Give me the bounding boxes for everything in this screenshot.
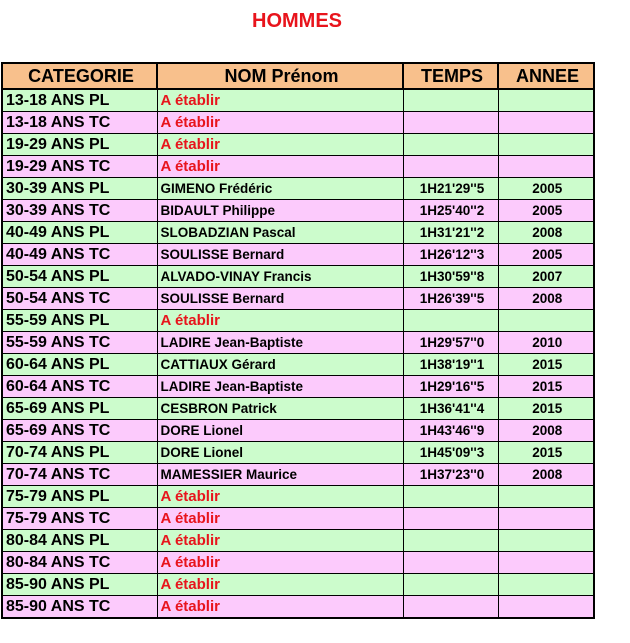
time-cell: 1H25'40''2 — [403, 200, 498, 222]
time-cell — [403, 89, 498, 112]
table-row — [2, 288, 594, 310]
year-cell — [498, 112, 594, 134]
time-cell: 1H31'21''2 — [403, 222, 498, 244]
table-row — [2, 89, 594, 112]
time-cell: 1H37'23''0 — [403, 464, 498, 486]
table-row — [2, 244, 594, 266]
year-cell — [498, 530, 594, 552]
table-row — [2, 420, 594, 442]
year-cell: 2008 — [498, 420, 594, 442]
category-cell: 75-79 ANS PL — [2, 486, 157, 508]
category-cell: 13-18 ANS PL — [2, 89, 157, 112]
category-cell: 55-59 ANS TC — [2, 332, 157, 354]
time-cell: 1H43'46''9 — [403, 420, 498, 442]
name-cell: A établir — [157, 596, 403, 619]
name-cell: ALVADO-VINAY Francis — [157, 266, 403, 288]
name-cell: LADIRE Jean-Baptiste — [157, 376, 403, 398]
time-cell: 1H26'39''5 — [403, 288, 498, 310]
name-cell: A établir — [157, 486, 403, 508]
table-row — [2, 398, 594, 420]
time-cell — [403, 112, 498, 134]
category-cell: 85-90 ANS TC — [2, 596, 157, 619]
name-cell: A établir — [157, 156, 403, 178]
table-row — [2, 112, 594, 134]
name-cell: A établir — [157, 134, 403, 156]
table-row — [2, 156, 594, 178]
name-cell: MAMESSIER Maurice — [157, 464, 403, 486]
category-cell: 13-18 ANS TC — [2, 112, 157, 134]
category-cell: 60-64 ANS PL — [2, 354, 157, 376]
name-cell: GIMENO Frédéric — [157, 178, 403, 200]
table-row — [2, 530, 594, 552]
year-cell — [498, 156, 594, 178]
time-cell — [403, 486, 498, 508]
time-cell: 1H21'29''5 — [403, 178, 498, 200]
table-row — [2, 376, 594, 398]
table-row — [2, 266, 594, 288]
name-cell: A établir — [157, 112, 403, 134]
year-cell: 2010 — [498, 332, 594, 354]
time-cell: 1H45'09''3 — [403, 442, 498, 464]
name-cell: A établir — [157, 89, 403, 112]
category-cell: 55-59 ANS PL — [2, 310, 157, 332]
year-cell: 2015 — [498, 354, 594, 376]
year-cell: 2008 — [498, 464, 594, 486]
category-cell: 19-29 ANS PL — [2, 134, 157, 156]
name-cell: A établir — [157, 552, 403, 574]
category-cell: 19-29 ANS TC — [2, 156, 157, 178]
name-cell: SOULISSE Bernard — [157, 244, 403, 266]
category-cell: 75-79 ANS TC — [2, 508, 157, 530]
name-cell: A établir — [157, 574, 403, 596]
year-cell: 2008 — [498, 222, 594, 244]
table-row — [2, 134, 594, 156]
name-cell: A établir — [157, 530, 403, 552]
table-row — [2, 178, 594, 200]
time-cell — [403, 530, 498, 552]
header-annee: ANNEE — [498, 63, 594, 89]
time-cell — [403, 596, 498, 619]
records-table — [1, 62, 595, 619]
category-cell: 80-84 ANS PL — [2, 530, 157, 552]
time-cell: 1H26'12''3 — [403, 244, 498, 266]
table-body — [2, 89, 594, 618]
year-cell — [498, 486, 594, 508]
time-cell: 1H38'19''1 — [403, 354, 498, 376]
year-cell — [498, 508, 594, 530]
year-cell: 2005 — [498, 244, 594, 266]
time-cell — [403, 508, 498, 530]
header-nom-prenom: NOM Prénom — [157, 63, 403, 89]
category-cell: 70-74 ANS TC — [2, 464, 157, 486]
table-row — [2, 508, 594, 530]
name-cell: DORE Lionel — [157, 420, 403, 442]
year-cell — [498, 596, 594, 619]
time-cell — [403, 156, 498, 178]
name-cell: DORE Lionel — [157, 442, 403, 464]
time-cell: 1H29'57''0 — [403, 332, 498, 354]
time-cell — [403, 552, 498, 574]
category-cell: 60-64 ANS TC — [2, 376, 157, 398]
year-cell: 2005 — [498, 178, 594, 200]
year-cell — [498, 89, 594, 112]
name-cell: A établir — [157, 310, 403, 332]
category-cell: 40-49 ANS PL — [2, 222, 157, 244]
page-title: HOMMES — [252, 10, 342, 32]
table-row — [2, 200, 594, 222]
year-cell: 2015 — [498, 442, 594, 464]
table-row — [2, 596, 594, 619]
time-cell: 1H29'16''5 — [403, 376, 498, 398]
category-cell: 50-54 ANS TC — [2, 288, 157, 310]
category-cell: 40-49 ANS TC — [2, 244, 157, 266]
category-cell: 70-74 ANS PL — [2, 442, 157, 464]
year-cell: 2005 — [498, 200, 594, 222]
name-cell: CATTIAUX Gérard — [157, 354, 403, 376]
category-cell: 50-54 ANS PL — [2, 266, 157, 288]
year-cell: 2008 — [498, 288, 594, 310]
table-row — [2, 574, 594, 596]
table-row — [2, 442, 594, 464]
category-cell: 85-90 ANS PL — [2, 574, 157, 596]
table-row — [2, 222, 594, 244]
name-cell: SOULISSE Bernard — [157, 288, 403, 310]
time-cell — [403, 134, 498, 156]
category-cell: 30-39 ANS PL — [2, 178, 157, 200]
year-cell — [498, 134, 594, 156]
year-cell: 2007 — [498, 266, 594, 288]
time-cell — [403, 574, 498, 596]
name-cell: SLOBADZIAN Pascal — [157, 222, 403, 244]
table-row — [2, 354, 594, 376]
year-cell — [498, 574, 594, 596]
category-cell: 65-69 ANS TC — [2, 420, 157, 442]
table-header-row — [2, 63, 594, 89]
header-categorie: CATEGORIE — [2, 63, 157, 89]
year-cell — [498, 310, 594, 332]
category-cell: 65-69 ANS PL — [2, 398, 157, 420]
table-row — [2, 310, 594, 332]
table-row — [2, 332, 594, 354]
table-row — [2, 464, 594, 486]
year-cell: 2015 — [498, 376, 594, 398]
time-cell — [403, 310, 498, 332]
year-cell: 2015 — [498, 398, 594, 420]
name-cell: CESBRON Patrick — [157, 398, 403, 420]
name-cell: A établir — [157, 508, 403, 530]
name-cell: LADIRE Jean-Baptiste — [157, 332, 403, 354]
time-cell: 1H30'59''8 — [403, 266, 498, 288]
category-cell: 80-84 ANS TC — [2, 552, 157, 574]
category-cell: 30-39 ANS TC — [2, 200, 157, 222]
table-row — [2, 486, 594, 508]
name-cell: BIDAULT Philippe — [157, 200, 403, 222]
time-cell: 1H36'41''4 — [403, 398, 498, 420]
year-cell — [498, 552, 594, 574]
header-temps: TEMPS — [403, 63, 498, 89]
table-row — [2, 552, 594, 574]
